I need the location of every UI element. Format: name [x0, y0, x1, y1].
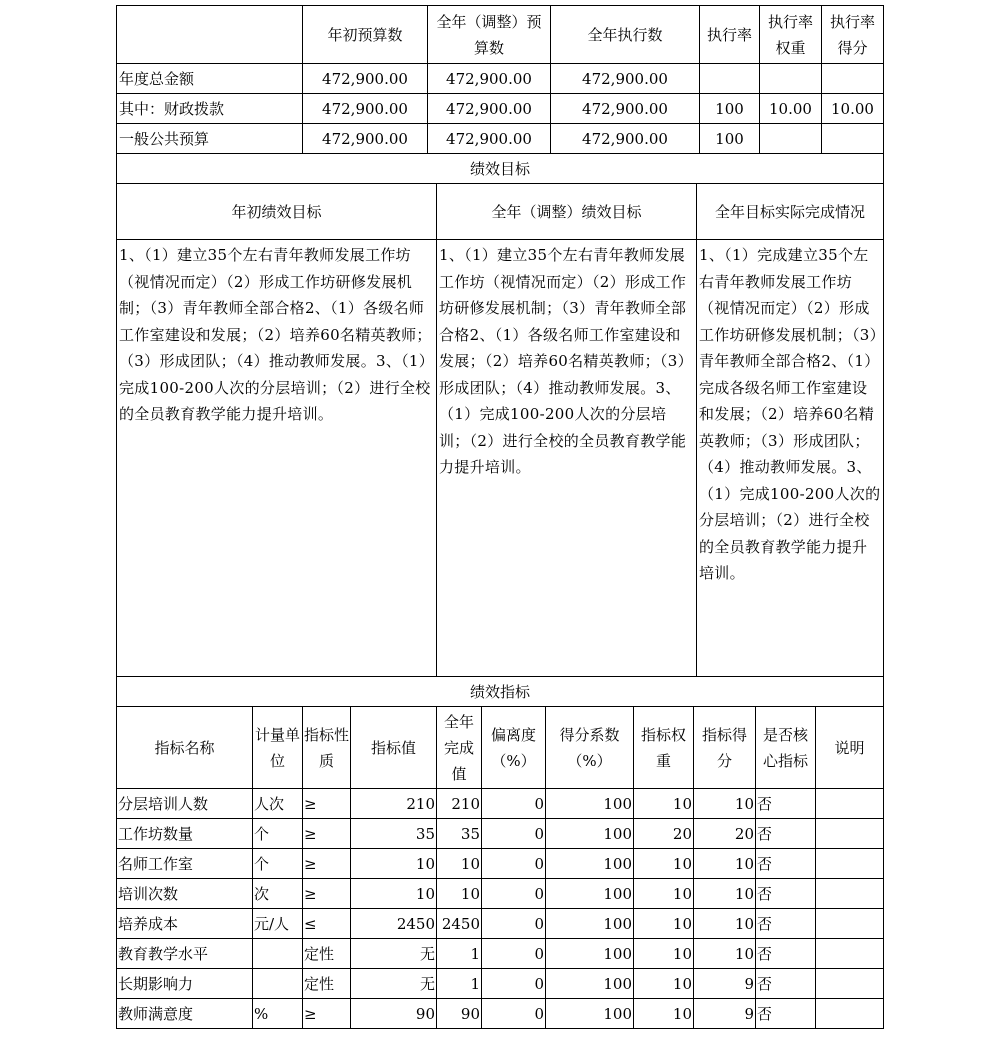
ind-cell-nature: ≥ — [303, 849, 351, 879]
budget-row-initial: 472,900.00 — [303, 94, 428, 124]
budget-header-score: 执行率得分 — [822, 6, 884, 64]
budget-row-weight — [760, 124, 822, 154]
ind-header-core: 是否核心指标 — [756, 707, 816, 789]
budget-header-blank — [117, 6, 303, 64]
goals-header-adjusted: 全年（调整）绩效目标 — [437, 184, 697, 240]
ind-cell-nature: 定性 — [303, 939, 351, 969]
budget-row-initial: 472,900.00 — [303, 124, 428, 154]
budget-header-rate: 执行率 — [700, 6, 760, 64]
ind-cell-deviation: 0 — [482, 909, 546, 939]
budget-row-adjusted: 472,900.00 — [428, 64, 551, 94]
indicators-section-title: 绩效指标 — [117, 677, 884, 707]
ind-cell-deviation: 0 — [482, 789, 546, 819]
goals-section-title: 绩效目标 — [117, 154, 884, 184]
ind-cell-score: 10 — [694, 939, 756, 969]
ind-cell-score: 9 — [694, 999, 756, 1029]
ind-header-nature: 指标性质 — [303, 707, 351, 789]
ind-cell-weight: 10 — [634, 849, 694, 879]
ind-cell-target: 210 — [351, 789, 437, 819]
ind-cell-score: 20 — [694, 819, 756, 849]
ind-cell-deviation: 0 — [482, 969, 546, 999]
ind-cell-done: 10 — [437, 879, 482, 909]
ind-cell-deviation: 0 — [482, 879, 546, 909]
ind-cell-weight: 20 — [634, 819, 694, 849]
budget-row-total — [117, 64, 884, 94]
goals-header-row — [117, 184, 884, 240]
ind-cell-unit: % — [253, 999, 303, 1029]
ind-cell-coef: 100 — [546, 909, 634, 939]
goals-table — [116, 153, 884, 707]
ind-cell-coef: 100 — [546, 879, 634, 909]
ind-cell-score: 9 — [694, 969, 756, 999]
ind-cell-score: 10 — [694, 849, 756, 879]
budget-row-weight: 10.00 — [760, 94, 822, 124]
budget-row-adjusted: 472,900.00 — [428, 124, 551, 154]
ind-cell-name: 长期影响力 — [117, 969, 253, 999]
budget-row-name: 其中：财政拨款 — [117, 94, 303, 124]
ind-cell-done: 1 — [437, 939, 482, 969]
budget-row-rate — [700, 64, 760, 94]
budget-header-executed: 全年执行数 — [551, 6, 700, 64]
ind-cell-unit: 个 — [253, 849, 303, 879]
ind-header-unit: 计量单位 — [253, 707, 303, 789]
budget-row-executed: 472,900.00 — [551, 64, 700, 94]
ind-cell-note — [816, 879, 884, 909]
ind-cell-weight: 10 — [634, 789, 694, 819]
ind-cell-unit: 次 — [253, 879, 303, 909]
ind-cell-done: 35 — [437, 819, 482, 849]
budget-row-score: 10.00 — [822, 94, 884, 124]
ind-cell-score: 10 — [694, 879, 756, 909]
ind-cell-core: 否 — [756, 879, 816, 909]
ind-cell-target: 10 — [351, 849, 437, 879]
indicator-row — [117, 969, 884, 999]
ind-header-score: 指标得分 — [694, 707, 756, 789]
budget-row-weight — [760, 64, 822, 94]
ind-cell-nature: ≥ — [303, 789, 351, 819]
indicators-table — [116, 706, 884, 1029]
ind-cell-target: 无 — [351, 939, 437, 969]
ind-cell-note — [816, 999, 884, 1029]
ind-cell-unit: 个 — [253, 819, 303, 849]
performance-report-sheet — [116, 5, 883, 1029]
ind-cell-note — [816, 969, 884, 999]
ind-cell-target: 90 — [351, 999, 437, 1029]
indicator-row — [117, 819, 884, 849]
budget-row-name: 年度总金额 — [117, 64, 303, 94]
indicator-row — [117, 849, 884, 879]
ind-header-deviation: 偏离度（%） — [482, 707, 546, 789]
ind-cell-done: 90 — [437, 999, 482, 1029]
ind-cell-name: 培养成本 — [117, 909, 253, 939]
ind-cell-coef: 100 — [546, 819, 634, 849]
indicator-row — [117, 999, 884, 1029]
budget-row-score — [822, 124, 884, 154]
budget-header-initial: 年初预算数 — [303, 6, 428, 64]
ind-cell-coef: 100 — [546, 849, 634, 879]
ind-cell-core: 否 — [756, 909, 816, 939]
budget-row-score — [822, 64, 884, 94]
ind-cell-unit — [253, 969, 303, 999]
budget-row-executed: 472,900.00 — [551, 94, 700, 124]
budget-row-executed: 472,900.00 — [551, 124, 700, 154]
ind-cell-nature: ≥ — [303, 819, 351, 849]
ind-cell-core: 否 — [756, 849, 816, 879]
ind-cell-unit — [253, 939, 303, 969]
ind-cell-weight: 10 — [634, 909, 694, 939]
ind-cell-target: 2450 — [351, 909, 437, 939]
goals-header-actual: 全年目标实际完成情况 — [697, 184, 884, 240]
budget-row-public — [117, 124, 884, 154]
ind-cell-coef: 100 — [546, 789, 634, 819]
indicator-row — [117, 909, 884, 939]
ind-cell-core: 否 — [756, 789, 816, 819]
indicators-section-row — [117, 677, 884, 707]
budget-header-row — [117, 6, 884, 64]
ind-cell-core: 否 — [756, 969, 816, 999]
indicators-body — [117, 789, 884, 1029]
ind-cell-core: 否 — [756, 999, 816, 1029]
goals-header-initial: 年初绩效目标 — [117, 184, 437, 240]
ind-cell-note — [816, 909, 884, 939]
ind-cell-deviation: 0 — [482, 999, 546, 1029]
ind-cell-nature: ≥ — [303, 879, 351, 909]
ind-cell-weight: 10 — [634, 969, 694, 999]
ind-header-note: 说明 — [816, 707, 884, 789]
ind-cell-done: 10 — [437, 849, 482, 879]
ind-cell-nature: ≥ — [303, 999, 351, 1029]
indicators-header-row — [117, 707, 884, 789]
goals-initial-text: 1、（1）建立35个左右青年教师发展工作坊（视情况而定）（2）形成工作坊研修发展机制；（3）青年教师全部合格2、（1）各级名师工作室建设和发展；（2）培养60名精英教师；（3）形成团队；（4）推动教师发展。3、（1）完成100-200人次的分层培训；（2）进行全校的全员教育教学能力提升培训。 — [117, 240, 437, 677]
ind-cell-target: 35 — [351, 819, 437, 849]
budget-row-name: 一般公共预算 — [117, 124, 303, 154]
ind-cell-name: 教育教学水平 — [117, 939, 253, 969]
ind-header-coef: 得分系数（%） — [546, 707, 634, 789]
ind-cell-note — [816, 849, 884, 879]
ind-header-done: 全年完成值 — [437, 707, 482, 789]
ind-cell-target: 无 — [351, 969, 437, 999]
budget-row-initial: 472,900.00 — [303, 64, 428, 94]
ind-cell-name: 名师工作室 — [117, 849, 253, 879]
budget-header-adjusted: 全年（调整）预算数 — [428, 6, 551, 64]
ind-cell-score: 10 — [694, 909, 756, 939]
ind-cell-coef: 100 — [546, 999, 634, 1029]
ind-cell-deviation: 0 — [482, 819, 546, 849]
budget-header-weight: 执行率权重 — [760, 6, 822, 64]
indicator-row — [117, 879, 884, 909]
ind-cell-score: 10 — [694, 789, 756, 819]
goals-content-row — [117, 240, 884, 677]
budget-row-fiscal — [117, 94, 884, 124]
ind-cell-done: 2450 — [437, 909, 482, 939]
goals-adjusted-text: 1、（1）建立35个左右青年教师发展工作坊（视情况而定）（2）形成工作坊研修发展机制；（3）青年教师全部合格2、（1）各级名师工作室建设和发展；（2）培养60名精英教师；（3）形成团队；（4）推动教师发展。3、（1）完成100-200人次的分层培训；（2）进行全校的全员教育教学能力提升培训。 — [437, 240, 697, 677]
ind-cell-name: 工作坊数量 — [117, 819, 253, 849]
ind-cell-weight: 10 — [634, 999, 694, 1029]
ind-cell-done: 210 — [437, 789, 482, 819]
ind-cell-weight: 10 — [634, 879, 694, 909]
ind-cell-deviation: 0 — [482, 939, 546, 969]
ind-cell-note — [816, 939, 884, 969]
ind-header-name: 指标名称 — [117, 707, 253, 789]
ind-cell-core: 否 — [756, 819, 816, 849]
ind-cell-coef: 100 — [546, 969, 634, 999]
budget-row-rate: 100 — [700, 124, 760, 154]
ind-cell-name: 分层培训人数 — [117, 789, 253, 819]
indicator-row — [117, 939, 884, 969]
budget-row-adjusted: 472,900.00 — [428, 94, 551, 124]
indicator-row — [117, 789, 884, 819]
goals-actual-text: 1、（1）完成建立35个左右青年教师发展工作坊（视情况而定）（2）形成工作坊研修发展机制；（3）青年教师全部合格2、（1）完成各级名师工作室建设和发展；（2）培养60名精英教师；（3）形成团队；（4）推动教师发展。3、（1）完成100-200人次的分层培训；（2）进行全校的全员教育教学能力提升培训。 — [697, 240, 884, 677]
goals-section-row — [117, 154, 884, 184]
ind-cell-unit: 人次 — [253, 789, 303, 819]
ind-cell-name: 培训次数 — [117, 879, 253, 909]
ind-cell-note — [816, 819, 884, 849]
ind-cell-unit: 元/人 — [253, 909, 303, 939]
ind-header-weight: 指标权重 — [634, 707, 694, 789]
ind-cell-coef: 100 — [546, 939, 634, 969]
ind-header-target: 指标值 — [351, 707, 437, 789]
ind-cell-deviation: 0 — [482, 849, 546, 879]
ind-cell-target: 10 — [351, 879, 437, 909]
ind-cell-note — [816, 789, 884, 819]
ind-cell-core: 否 — [756, 939, 816, 969]
ind-cell-nature: 定性 — [303, 969, 351, 999]
ind-cell-nature: ≤ — [303, 909, 351, 939]
budget-row-rate: 100 — [700, 94, 760, 124]
ind-cell-done: 1 — [437, 969, 482, 999]
ind-cell-weight: 10 — [634, 939, 694, 969]
ind-cell-name: 教师满意度 — [117, 999, 253, 1029]
budget-table — [116, 5, 884, 154]
